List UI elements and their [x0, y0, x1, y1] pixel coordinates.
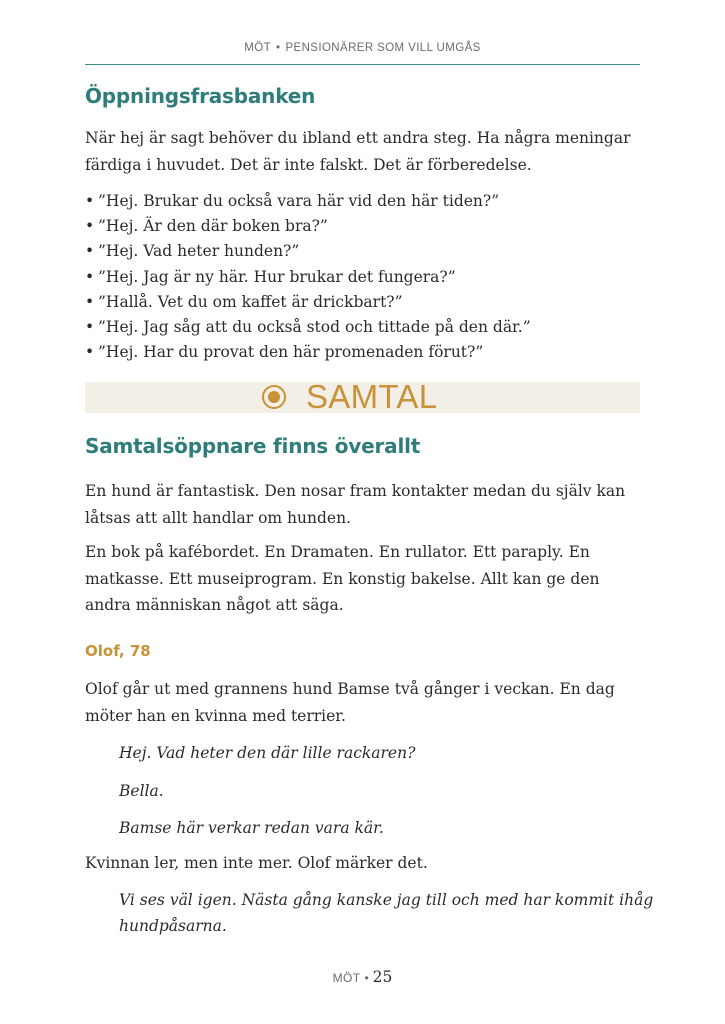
- page-footer: [85, 968, 640, 986]
- body-paragraph: En bok på kafébordet. En Dramaten. En rullator. Ett paraply. En matkasse. Ett museiprogram. En konstig bakelse. Allt kan ge den andra människan något att säga.: [85, 543, 600, 614]
- header-separator: •: [276, 42, 281, 54]
- list-item: • ”Hej. Brukar du också vara här vid den här tiden?”: [85, 189, 640, 214]
- story-narrative: Olof går ut med grannens hund Bamse två gånger i veckan. En dag möter han en kvinna med terrier.: [85, 680, 615, 725]
- intro-paragraph: När hej är sagt behöver du ibland ett andra steg. Ha några meningar färdiga i huvudet. Det är inte falskt. Det är förberedelse.: [85, 129, 631, 174]
- running-header: [85, 42, 640, 54]
- dialog-line: Bella.: [119, 782, 164, 800]
- phrase-list: [85, 189, 640, 365]
- section-heading-conversation-starters: Samtalsöppnare finns överallt: [85, 434, 421, 458]
- dialog-line: Vi ses väl igen. Nästa gång kanske jag till och med har kommit ihåg hundpåsarna.: [119, 891, 654, 935]
- list-item: • ”Hej. Jag är ny här. Hur brukar det fungera?”: [85, 265, 640, 290]
- header-section: MÖT: [244, 42, 271, 54]
- dialog-line: Hej. Vad heter den där lille rackaren?: [119, 744, 416, 762]
- story-subheading: Olof, 78: [85, 642, 151, 660]
- footer-separator: •: [364, 971, 369, 985]
- header-book-title: PENSIONÄRER SOM VILL UMGÅS: [285, 42, 481, 54]
- list-item: • ”Hej. Är den där boken bra?”: [85, 214, 640, 239]
- body-paragraph: En hund är fantastisk. Den nosar fram kontakter medan du själv kan låtsas att allt handlar om hunden.: [85, 482, 626, 527]
- list-item: • ”Hej. Jag såg att du också stod och tittade på den där.”: [85, 315, 640, 340]
- header-rule: [85, 64, 640, 65]
- list-item: • ”Hej. Vad heter hunden?”: [85, 239, 640, 264]
- page-number: 25: [372, 968, 393, 986]
- list-item: • ”Hallå. Vet du om kaffet är drickbart?”: [85, 290, 640, 315]
- banner-label: SAMTAL: [306, 378, 438, 415]
- dialog-line: Bamse här verkar redan vara kär.: [119, 819, 384, 837]
- list-item: • ”Hej. Har du provat den här promenaden förut?”: [85, 340, 640, 365]
- section-heading-opening-phrases: Öppningsfrasbanken: [85, 84, 316, 108]
- section-banner: [85, 378, 640, 415]
- story-narrative: Kvinnan ler, men inte mer. Olof märker det.: [85, 854, 428, 872]
- footer-section: MÖT: [332, 971, 361, 985]
- target-icon: [262, 385, 286, 409]
